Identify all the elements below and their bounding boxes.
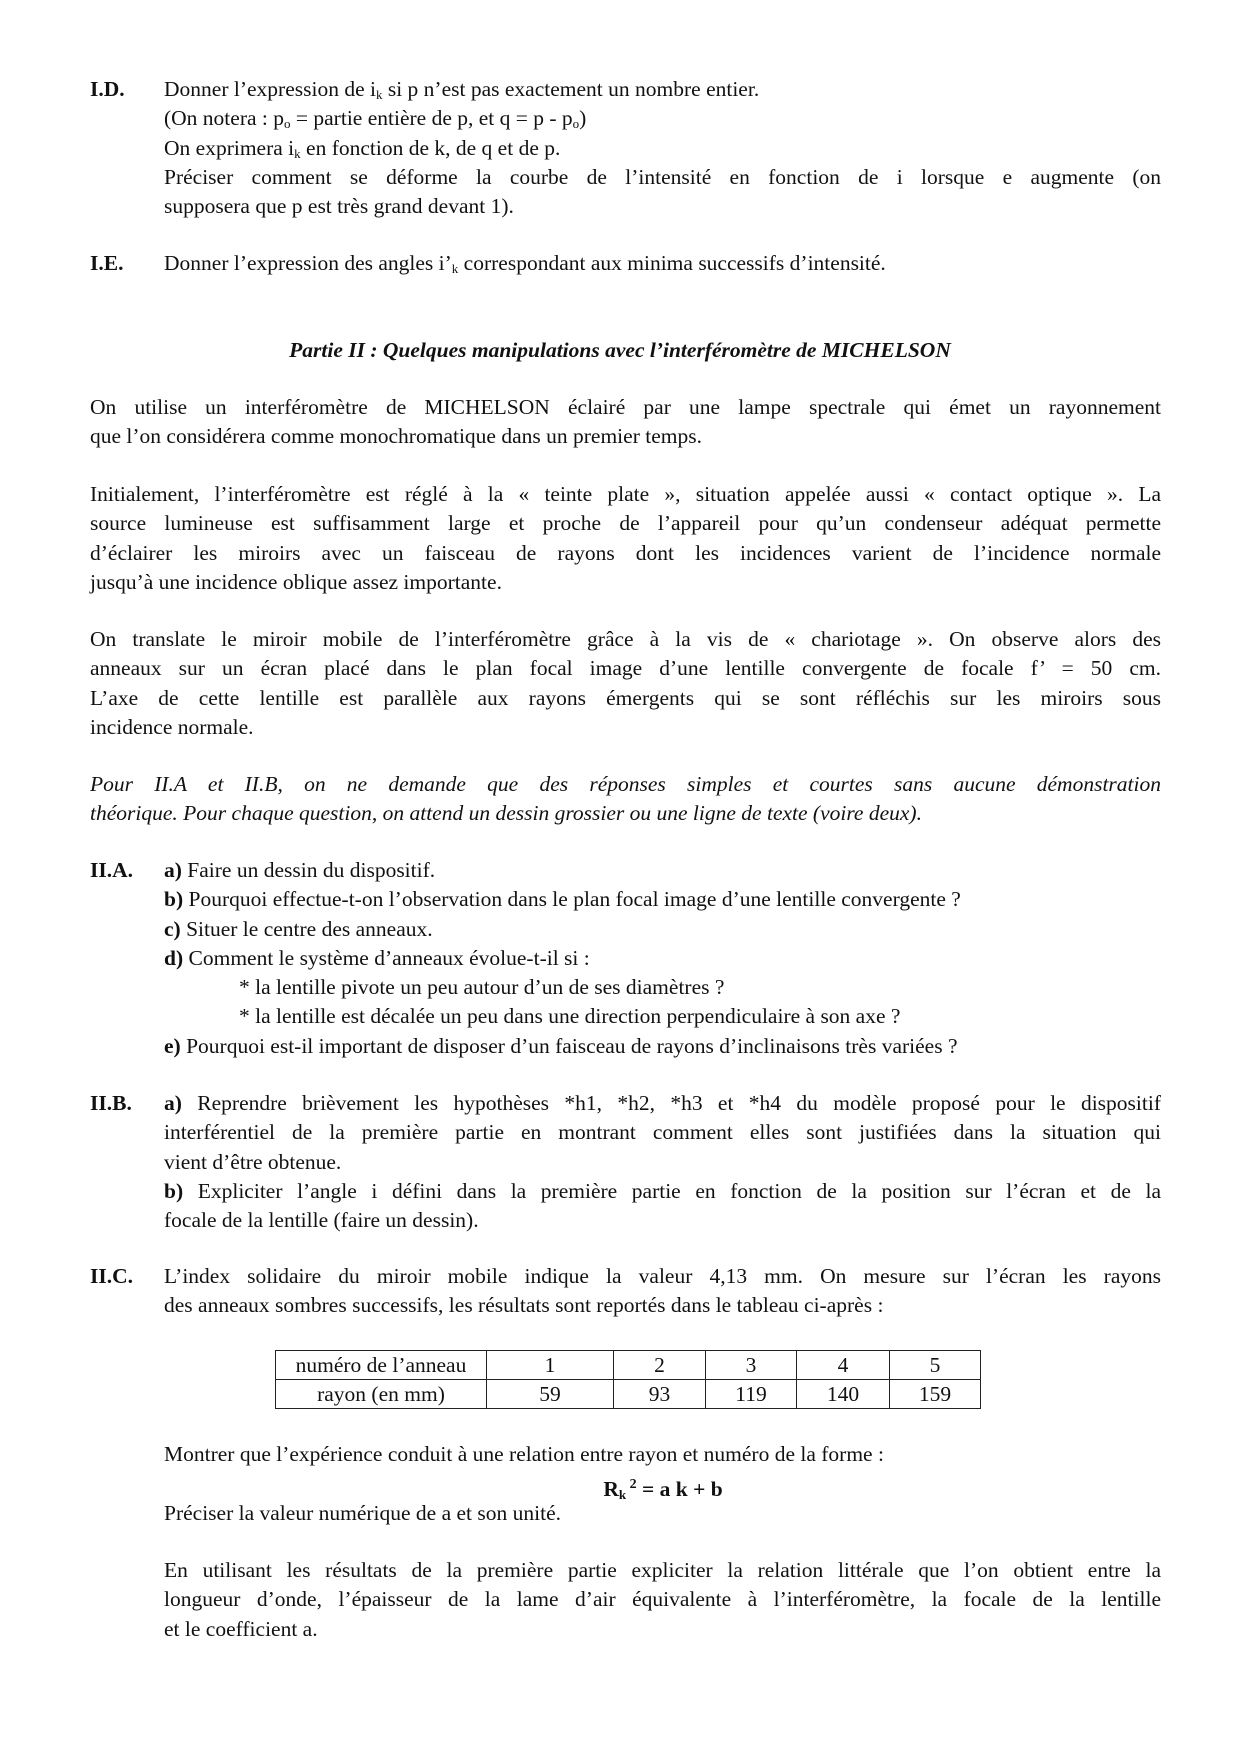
question-label-iic: II.C. — [90, 1264, 134, 1288]
text-segment: Montrer que l’expérience conduit à une relation entre rayon et numéro de la forme : — [164, 1442, 884, 1466]
text-line — [164, 856, 1161, 885]
paragraph-id — [164, 75, 1161, 221]
text-segment: Reprendre brièvement les hypothèses *h1, *h2, *h3 et *h4 du modèle proposé pour le dispositif — [181, 1091, 1161, 1115]
text-line — [164, 1615, 1161, 1644]
item-marker: e) — [164, 1033, 181, 1058]
question-label-iia: II.A. — [90, 858, 134, 882]
text-line — [90, 713, 1161, 742]
text-segment: correspondant aux minima successifs d’intensité. — [458, 251, 886, 275]
text-segment: Pourquoi effectue-t-on l’observation dans le plan focal image d’une lentille convergente ? — [183, 887, 961, 912]
item-marker: d) — [164, 945, 184, 970]
text-segment: si p n’est pas exactement un nombre entier. — [382, 77, 760, 101]
question-label-ie: I.E. — [90, 251, 124, 275]
text-segment: Préciser la valeur numérique de a et son unité. — [164, 1501, 562, 1525]
table-cell: 59 — [487, 1380, 614, 1409]
table-cell: 4 — [797, 1351, 890, 1380]
text-line — [164, 1177, 1161, 1206]
paragraph-iia — [164, 856, 1161, 1061]
text-segment: Pourquoi est-il important de disposer d’un faisceau de rayons d’inclinaisons très variées ? — [180, 1033, 958, 1058]
text-segment: Préciser comment se déforme la courbe de l’intensité en fonction de i lorsque e augmente (on — [164, 164, 1161, 189]
text-segment: Donner l’expression des angles i’ — [164, 251, 452, 275]
text-segment: Expliciter l’angle i défini dans la première partie en fonction de la position sur l’écran et de la — [183, 1178, 1161, 1203]
text-line — [90, 684, 1161, 713]
paragraph-iib — [164, 1089, 1161, 1235]
text-line — [164, 192, 1161, 221]
text-segment: On translate le miroir mobile de l’interféromètre grâce à la vis de « chariotage ». On observe alors des — [90, 627, 1161, 651]
table-row — [276, 1351, 981, 1380]
item-marker: a) — [164, 858, 182, 882]
subscript: k — [294, 145, 301, 161]
table-cell: 140 — [797, 1380, 890, 1409]
text-segment: des anneaux sombres successifs, les résultats sont reportés dans le tableau ci-après : — [164, 1293, 884, 1318]
text-segment: d’éclairer les miroirs avec un faisceau de rayons dont les incidences varient de l’incidence normale — [90, 540, 1161, 565]
table-cell: 2 — [614, 1351, 706, 1380]
paragraph-p1 — [90, 393, 1161, 452]
text-segment: * la lentille est décalée un peu dans une direction perpendiculaire à son axe ? — [239, 1004, 901, 1029]
paragraph-m3 — [164, 1556, 1161, 1644]
text-segment: vient d’être obtenue. — [164, 1149, 342, 1174]
paragraph-p2 — [90, 480, 1161, 597]
question-label-id: I.D. — [90, 77, 125, 101]
text-line — [164, 1440, 1161, 1469]
text-segment: interférentiel de la première partie en montrant comment elles sont justifiées dans la situation qui — [164, 1120, 1161, 1145]
formula: $R_k$ $^2$ = a k + b — [603, 1477, 723, 1502]
text-line — [164, 1148, 1161, 1177]
table-cell: 93 — [614, 1380, 706, 1409]
text-line — [164, 163, 1161, 192]
part-title: Partie II : Quelques manipulations avec l’interféromètre de MICHELSON — [289, 338, 951, 362]
text-segment: = partie entière de p, et q = p - p — [290, 106, 573, 131]
text-segment: On exprimera i — [164, 135, 295, 160]
text-segment: en fonction de k, de q et de p. — [300, 135, 561, 160]
text-line — [164, 1032, 1161, 1061]
text-line — [90, 568, 1161, 597]
text-line — [164, 1206, 1161, 1235]
text-segment: source lumineuse est suffisamment large et proche de l’appareil pour qu’un condenseur adéquat permette — [90, 511, 1161, 536]
text-segment: * la lentille pivote un peu autour d’un de ses diamètres ? — [239, 975, 725, 1000]
question-label-iib: II.B. — [90, 1091, 132, 1115]
item-marker: b) — [164, 887, 184, 912]
paragraph-p4 — [90, 770, 1161, 829]
subscript: o — [284, 116, 291, 132]
text-line — [90, 509, 1161, 538]
text-segment: L’axe de cette lentille est parallèle aux rayons émergents qui se sont réfléchis sur les miroirs sous — [90, 685, 1161, 710]
text-line — [90, 654, 1161, 683]
text-line — [90, 770, 1161, 799]
text-segment: Comment le système d’anneaux évolue-t-il si : — [183, 945, 590, 970]
table-row — [276, 1380, 981, 1409]
text-line — [164, 973, 1161, 1002]
text-line — [90, 539, 1161, 568]
table-cell: 1 — [487, 1351, 614, 1380]
text-segment: anneaux sur un écran placé dans le plan focal image d’une lentille convergente de focale f’ = 50 cm. — [90, 656, 1161, 681]
row-header: numéro de l’anneau — [276, 1351, 487, 1380]
row-header: rayon (en mm) — [276, 1380, 487, 1409]
paragraph-m1 — [164, 1440, 1161, 1469]
subscript: k — [375, 87, 383, 102]
text-segment: que l’on considérera comme monochromatique dans un premier temps. — [90, 424, 702, 449]
text-line — [164, 75, 1161, 104]
text-line — [164, 1089, 1161, 1118]
text-segment: théorique. Pour chaque question, on attend un dessin grossier ou une ligne de texte (voire deux). — [90, 801, 922, 826]
table-cell: 5 — [890, 1351, 981, 1380]
text-segment: supposera que p est très grand devant 1). — [164, 194, 514, 219]
table-cell: 119 — [706, 1380, 797, 1409]
text-line — [164, 1002, 1161, 1031]
ring-radius-table — [275, 1350, 981, 1409]
text-line — [164, 944, 1161, 973]
text-segment: Initialement, l’interféromètre est réglé à la « teinte plate », situation appelée aussi « contact optique ». La — [90, 482, 1161, 506]
text-line — [90, 422, 1161, 451]
text-segment: et le coefficient a. — [164, 1616, 318, 1641]
paragraph-iic — [164, 1262, 1161, 1321]
text-line — [164, 134, 1161, 163]
table-cell: 159 — [890, 1380, 981, 1409]
text-line — [164, 1556, 1161, 1585]
text-segment: ) — [579, 106, 587, 131]
item-marker: a) — [164, 1091, 182, 1115]
text-line — [164, 1291, 1161, 1320]
text-segment: On utilise un interféromètre de MICHELSON éclairé par une lampe spectrale qui émet un rayonnement — [90, 395, 1161, 419]
text-line — [90, 480, 1161, 509]
text-segment: Pour II.A et II.B, on ne demande que des réponses simples et courtes sans aucune démonstration — [90, 772, 1161, 796]
subscript: k — [451, 261, 459, 276]
text-segment: focale de la lentille (faire un dessin). — [164, 1208, 479, 1233]
text-line — [90, 393, 1161, 422]
paragraph-m2 — [164, 1499, 1161, 1528]
text-segment: jusqu’à une incidence oblique assez importante. — [90, 569, 502, 594]
text-line — [164, 1262, 1161, 1291]
text-segment: longueur d’onde, l’épaisseur de la lame d’air équivalente à l’interféromètre, la focale de la lentille — [164, 1587, 1161, 1612]
text-line — [164, 104, 1161, 133]
text-segment: incidence normale. — [90, 714, 254, 739]
paragraph-ie — [164, 249, 1161, 278]
item-marker: c) — [164, 916, 181, 941]
text-segment: Situer le centre des anneaux. — [180, 916, 433, 941]
text-line — [164, 915, 1161, 944]
text-segment: Donner l’expression de i — [164, 77, 376, 101]
text-segment: L’index solidaire du miroir mobile indique la valeur 4,13 mm. On mesure sur l’écran les rayons — [164, 1264, 1161, 1288]
item-marker: b) — [164, 1178, 184, 1203]
table-cell: 3 — [706, 1351, 797, 1380]
text-segment: Faire un dessin du dispositif. — [181, 858, 436, 882]
text-line — [164, 1499, 1161, 1528]
text-line — [164, 1585, 1161, 1614]
text-line — [164, 249, 1161, 278]
subscript: o — [572, 116, 580, 132]
text-segment: En utilisant les résultats de la première partie expliciter la relation littérale que l’on obtient entre la — [164, 1558, 1161, 1582]
paragraph-p3 — [90, 625, 1161, 742]
text-line — [90, 625, 1161, 654]
text-line — [164, 885, 1161, 914]
text-line — [164, 1118, 1161, 1147]
text-line — [90, 799, 1161, 828]
text-segment: (On notera : p — [164, 106, 285, 131]
